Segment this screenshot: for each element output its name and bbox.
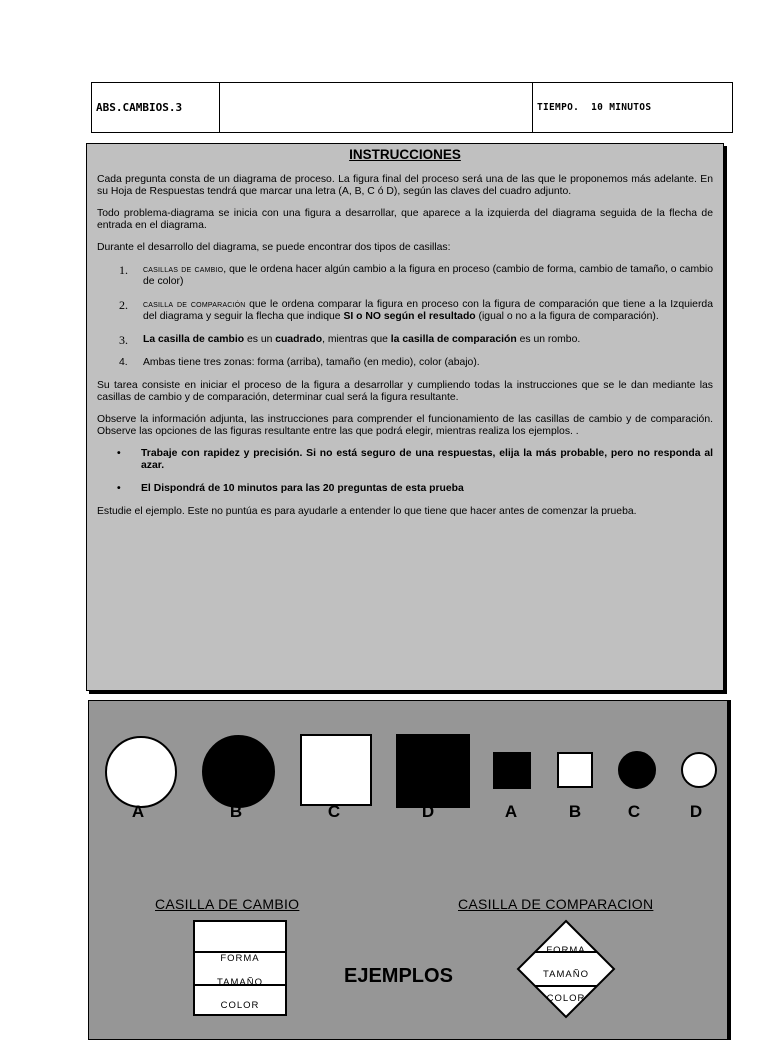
- compare-zone-forma: FORMA: [546, 945, 586, 956]
- item3-bold-3: la casilla de comparación: [390, 334, 517, 345]
- large-black-circle-icon: [202, 735, 275, 808]
- test-code: ABS.CAMBIOS.3: [92, 83, 220, 132]
- item3-text-2: , mientras que: [322, 334, 391, 345]
- list-text: Ambas tiene tres zonas: forma (arriba), tamaño (en medio), color (abajo).: [143, 357, 480, 368]
- item1-text: , que le ordena hacer algún cambio a la figura en proceso (cambio de forma, cambio de tamaño, o cambio de color): [143, 264, 713, 287]
- list-text: [143, 334, 713, 346]
- list-item: [97, 357, 713, 369]
- large-black-square-icon: [396, 734, 470, 808]
- list-number: 1.: [119, 263, 128, 277]
- shape-label: A: [504, 802, 518, 821]
- item2-bold: SI o NO según el resultado: [343, 311, 476, 322]
- change-zone-color: COLOR: [220, 1000, 260, 1011]
- instructions-paragraph-1: Cada pregunta consta de un diagrama de proceso. La figura final del proceso será una de las que le proponemos más adelante. En su Hoja de Respuestas tendrá que marcar una letra (A, B, C ó D), según las claves del cuadro adjunto.: [97, 174, 713, 197]
- change-box-title: CASILLA DE CAMBIO: [155, 896, 300, 912]
- bullet-icon: •: [117, 483, 121, 494]
- small-white-square-icon: [557, 752, 593, 788]
- large-white-circle-icon: [105, 736, 177, 808]
- shape-label: B: [568, 802, 582, 821]
- large-white-square-icon: [300, 734, 372, 806]
- time-cell: [533, 83, 732, 132]
- instructions-paragraph-2: Todo problema-diagrama se inicia con una figura a desarrollar, que aparece a la izquierda del diagrama seguida de la flecha de entrada en el diagrama.: [97, 208, 713, 231]
- list-text: [143, 299, 713, 323]
- list-item: [97, 334, 713, 346]
- compare-box-title: CASILLA DE COMPARACION: [458, 896, 654, 912]
- time-label: TIEMPO.: [537, 102, 580, 113]
- list-number: 3.: [119, 333, 128, 347]
- bullet-item: [97, 483, 713, 495]
- item3-bold-2: cuadrado: [275, 334, 323, 345]
- list-number: 4.: [119, 357, 128, 368]
- warning-list: [97, 448, 713, 495]
- item3-bold-1: La casilla de cambio: [143, 334, 245, 345]
- bullet-text: El Dispondrá de 10 minutos para las 20 preguntas de esta prueba: [141, 483, 464, 494]
- item2-text: que le ordena comparar la figura en proceso con la figura de comparación que tiene a la Izquierda del diagrama y seguir la flecha que indique: [143, 299, 713, 322]
- instructions-paragraph-3: Durante el desarrollo del diagrama, se puede encontrar dos tipos de casillas:: [97, 242, 451, 253]
- box-type-list: [97, 264, 713, 369]
- examples-panel: [88, 700, 728, 1040]
- item3-text-3: es un rombo.: [516, 334, 581, 345]
- instructions-panel: [86, 143, 724, 691]
- list-item: [97, 264, 713, 288]
- time-value: 10 MINUTOS: [591, 102, 652, 113]
- term-change-box: casillas de cambio: [143, 264, 224, 275]
- shape-label: D: [421, 802, 435, 821]
- examples-label: EJEMPLOS: [344, 965, 453, 987]
- item3-text-1: es un: [244, 334, 276, 345]
- shape-label: D: [689, 802, 703, 821]
- list-text: [143, 264, 713, 288]
- change-zone-tamano: TAMAÑO: [217, 977, 263, 988]
- change-box-diagram: [193, 920, 287, 1016]
- list-number: 2.: [119, 298, 128, 312]
- small-black-circle-icon: [618, 751, 656, 789]
- small-black-square-icon: [493, 752, 531, 789]
- compare-zone-tamano: TAMAÑO: [543, 969, 589, 980]
- shape-label: A: [131, 802, 145, 821]
- shape-label: C: [627, 802, 641, 821]
- shape-label: B: [229, 802, 243, 821]
- bullet-text: Trabaje con rapidez y precisión. Si no está seguro de una respuestas, elija la más probable, pero no responda al azar.: [141, 448, 713, 471]
- small-white-circle-icon: [681, 752, 717, 788]
- change-zone-forma: FORMA: [220, 953, 260, 964]
- item2-tail: (igual o no a la figura de comparación).: [475, 311, 659, 322]
- instructions-paragraph-5: Observe la información adjunta, las instrucciones para comprender el funcionamiento de las casillas de cambio y de comparación. Observe las opciones de las figuras resultante entre las que podrá elegir, mientras realiza los ejemplos. .: [97, 414, 713, 437]
- instructions-title: INSTRUCCIONES: [349, 147, 461, 162]
- header-empty-cell: [220, 83, 533, 132]
- instructions-paragraph-6: Estudie el ejemplo. Este no puntúa es para ayudarle a entender lo que tiene que hacer antes de comenzar la prueba.: [97, 506, 637, 517]
- shape-label: C: [327, 802, 341, 821]
- bullet-item: [97, 448, 713, 472]
- list-item: [97, 299, 713, 323]
- compare-zone-color: COLOR: [546, 993, 586, 1004]
- bullet-icon: •: [117, 448, 121, 459]
- instructions-paragraph-4: Su tarea consiste en iniciar el proceso de la figura a desarrollar y cumpliendo todas la instrucciones que se le dan mediante las casillas de cambio y de comparación, determinar cual será la figura resultante.: [97, 380, 713, 403]
- header-table: [91, 82, 733, 133]
- term-compare-box: casilla de comparación: [143, 299, 246, 310]
